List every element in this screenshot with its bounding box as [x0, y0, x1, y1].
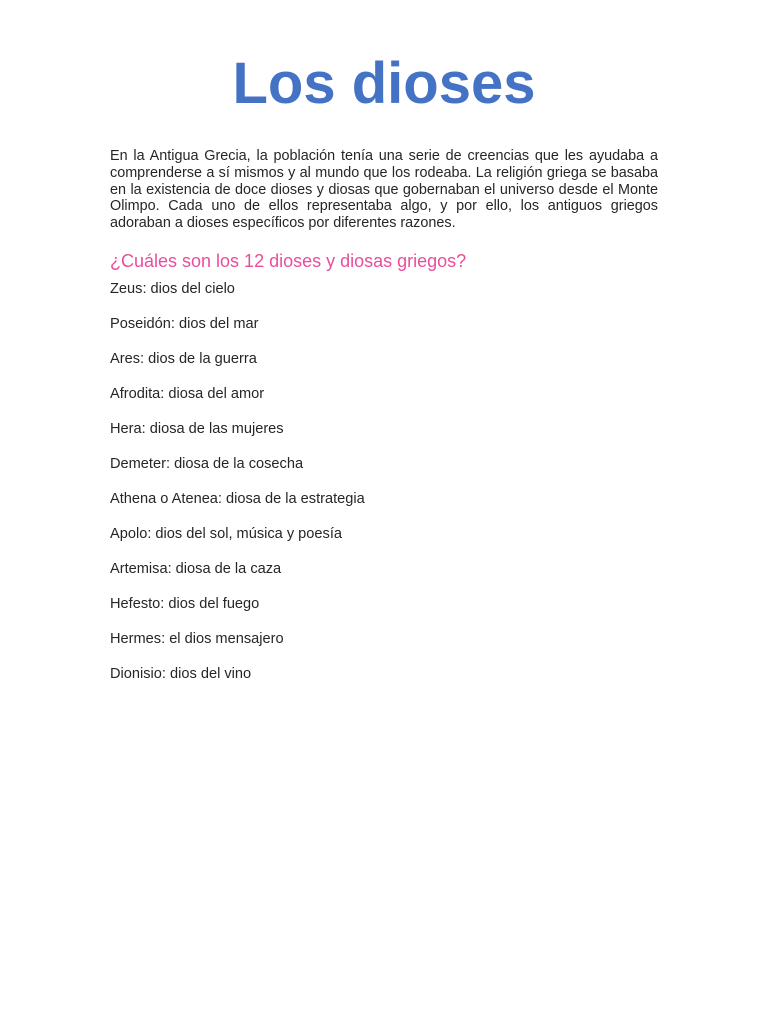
- page-title: Los dioses: [232, 51, 536, 116]
- list-item: Hera: diosa de las mujeres: [110, 421, 284, 437]
- section-heading: ¿Cuáles son los 12 dioses y diosas griegos?: [110, 251, 467, 271]
- list-item: Demeter: diosa de la cosecha: [110, 456, 304, 472]
- list-item: Afrodita: diosa del amor: [110, 386, 265, 402]
- intro-paragraph: En la Antigua Grecia, la población tenía una serie de creencias que les ayudaba a comprenderse a sí mismos y al mundo que los rodeaba. La religión griega se basaba en la existencia de doce dioses y diosas que gobernaban el universo desde el Monte Olimpo. Cada uno de ellos representaba algo, y por ello, los antiguos griegos adoraban a dioses específicos por diferentes razones.: [110, 148, 658, 232]
- list-item: Hefesto: dios del fuego: [110, 596, 260, 612]
- list-item: Hermes: el dios mensajero: [110, 631, 284, 647]
- list-item: Ares: dios de la guerra: [110, 351, 257, 367]
- gods-list: [110, 280, 365, 700]
- list-item: Zeus: dios del cielo: [110, 281, 235, 297]
- list-item: Apolo: dios del sol, música y poesía: [110, 526, 343, 542]
- list-item: Poseidón: dios del mar: [110, 316, 259, 332]
- list-item: Artemisa: diosa de la caza: [110, 561, 282, 577]
- list-item: Athena o Atenea: diosa de la estrategia: [110, 491, 365, 507]
- list-item: Dionisio: dios del vino: [110, 666, 252, 682]
